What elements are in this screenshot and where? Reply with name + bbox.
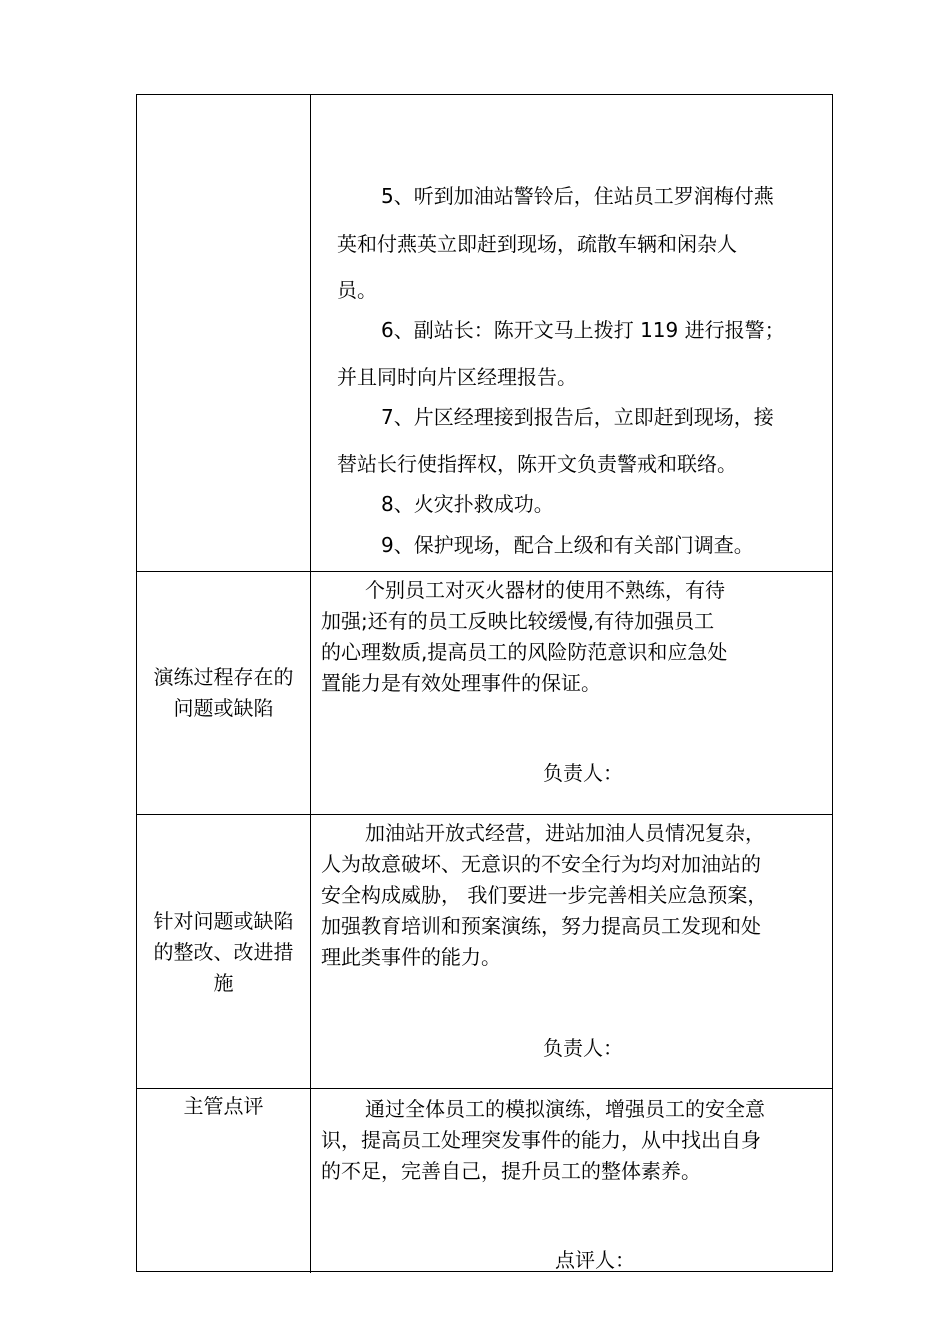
problems-line-1: 个别员工对灭火器材的使用不熟练，有待 bbox=[365, 578, 725, 602]
review-line-3: 的不足，完善自己，提升员工的整体素养。 bbox=[321, 1159, 701, 1183]
problems-label-line-1: 演练过程存在的 bbox=[153, 665, 294, 689]
step-6-line-1: 6、副站长：陈开文马上拨打 119 进行报警； bbox=[381, 318, 785, 342]
problems-line-2: 加强;还有的员工反映比较缓慢,有待加强员工 bbox=[321, 609, 715, 633]
review-content-cell bbox=[311, 1089, 832, 1273]
step-5-line-2: 英和付燕英立即赶到现场，疏散车辆和闲杂人 bbox=[337, 232, 737, 256]
measures-line-5: 理此类事件的能力。 bbox=[321, 945, 501, 969]
step-7-line-2: 替站长行使指挥权，陈开文负责警戒和联络。 bbox=[337, 452, 737, 476]
measures-line-2: 人为故意破坏、无意识的不安全行为均对加油站的 bbox=[321, 852, 761, 876]
measures-label-line-1: 针对问题或缺陷 bbox=[153, 909, 294, 933]
measures-label-line-3: 施 bbox=[213, 971, 234, 995]
review-line-1: 通过全体员工的模拟演练，增强员工的安全意 bbox=[365, 1097, 765, 1121]
problems-content-cell bbox=[311, 572, 832, 814]
problems-label-line-2: 问题或缺陷 bbox=[173, 696, 274, 720]
step-9-line-1: 9、保护现场，配合上级和有关部门调查。 bbox=[381, 533, 754, 557]
step-7-line-1: 7、片区经理接到报告后，立即赶到现场，接 bbox=[381, 405, 774, 429]
measures-line-3: 安全构成威胁， 我们要进一步完善相关应急预案， bbox=[321, 883, 768, 907]
steps-row bbox=[137, 95, 832, 571]
steps-label-cell bbox=[137, 95, 311, 571]
measures-row bbox=[137, 814, 832, 1088]
problems-line-3: 的心理数质,提高员工的风险防范意识和应急处 bbox=[321, 640, 728, 664]
steps-content-cell bbox=[311, 95, 832, 571]
review-label-cell bbox=[137, 1089, 311, 1273]
review-label: 主管点评 bbox=[183, 1094, 264, 1118]
measures-content-cell bbox=[311, 815, 832, 1088]
step-5-line-3: 员。 bbox=[337, 278, 377, 302]
measures-line-4: 加强教育培训和预案演练，努力提高员工发现和处 bbox=[321, 914, 761, 938]
measures-line-1: 加油站开放式经营，进站加油人员情况复杂， bbox=[365, 821, 765, 845]
review-line-2: 识，提高员工处理突发事件的能力，从中找出自身 bbox=[321, 1128, 761, 1152]
step-6-line-2: 并且同时向片区经理报告。 bbox=[337, 365, 577, 389]
problems-line-4: 置能力是有效处理事件的保证。 bbox=[321, 671, 601, 695]
drill-record-table bbox=[136, 94, 833, 1272]
reviewer-label: 点评人： bbox=[555, 1248, 635, 1272]
problems-label-cell bbox=[137, 572, 311, 814]
step-8-line-1: 8、火灾扑救成功。 bbox=[381, 492, 554, 516]
measures-label-cell bbox=[137, 815, 311, 1088]
review-row bbox=[137, 1088, 832, 1273]
measures-responsible-label: 负责人： bbox=[543, 1036, 623, 1060]
problems-row bbox=[137, 571, 832, 814]
measures-label-line-2: 的整改、改进措 bbox=[153, 940, 294, 964]
problems-responsible-label: 负责人： bbox=[543, 761, 623, 785]
step-5-line-1: 5、听到加油站警铃后，住站员工罗润梅付燕 bbox=[381, 184, 774, 208]
